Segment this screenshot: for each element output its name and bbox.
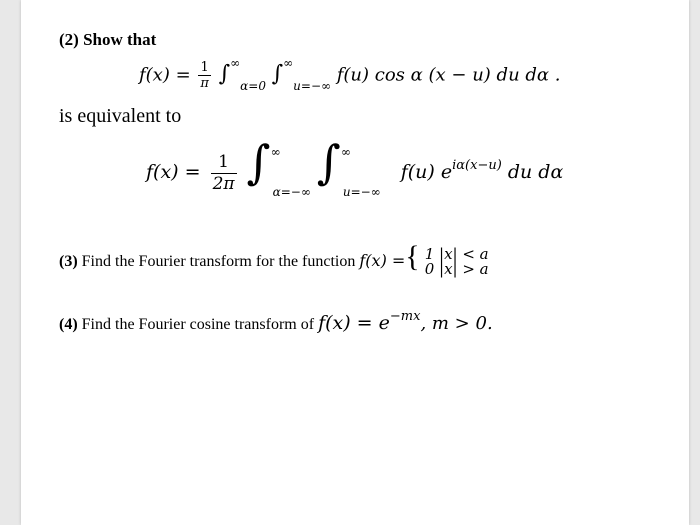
- q2-equation-2: [146, 137, 563, 207]
- integral-sign: ∫: [218, 61, 231, 87]
- eq1-int2-lower: u=−∞: [293, 78, 331, 93]
- integral-sign: ∫: [316, 135, 341, 189]
- eq2-fu: f(u) e: [400, 161, 453, 183]
- q3-fx: f(x) =: [359, 251, 406, 270]
- eq2-int1-upper: ∞: [270, 145, 281, 159]
- q3-label: (3): [59, 253, 78, 270]
- equivalent-text: is equivalent to: [59, 105, 182, 127]
- integral-sign: ∫: [271, 61, 284, 87]
- document-page: [21, 0, 689, 525]
- eq1-int1-upper: ∞: [230, 55, 241, 70]
- eq1-frac-num: 1: [198, 60, 211, 76]
- q2-equation-1: [139, 55, 561, 93]
- eq2-int1-lower: α=−∞: [272, 185, 311, 199]
- eq2-int2-upper: ∞: [340, 145, 351, 159]
- q3-case-2: 0 |x| > a: [424, 260, 489, 279]
- q4-exponent: −mx: [389, 309, 421, 324]
- eq2-frac-den: 2π: [212, 173, 235, 194]
- q4-line: [59, 307, 493, 339]
- q3-text: Find the Fourier transform for the function: [81, 253, 356, 270]
- eq1-integrand: f(u) cos α (x − u) du dα .: [336, 64, 561, 86]
- eq2-frac-num: 1: [211, 152, 237, 174]
- eq2-tail: du dα: [507, 161, 564, 183]
- q4-text: Find the Fourier cosine transform of: [81, 316, 315, 333]
- eq1-lhs: f(x) =: [139, 64, 191, 86]
- q4-condition: , m > 0.: [420, 313, 493, 334]
- eq2-fraction: [211, 152, 237, 195]
- q3-case-1: 1 |x| < a: [424, 245, 489, 264]
- q4-formula: f(x) = e: [318, 312, 390, 334]
- q2-heading: (2) Show that: [59, 30, 157, 49]
- eq1-int1-lower: α=0: [240, 78, 266, 93]
- eq1-int2-upper: ∞: [283, 55, 294, 70]
- eq2-int2-lower: u=−∞: [342, 185, 381, 199]
- q3-cases: [425, 247, 489, 277]
- eq1-fraction: [198, 60, 211, 91]
- eq2-exponent: iα(x−u): [452, 158, 502, 173]
- eq2-lhs: f(x) =: [146, 161, 201, 183]
- integral-sign: ∫: [246, 135, 271, 189]
- eq1-frac-den: π: [200, 76, 209, 91]
- q4-label: (4): [59, 316, 78, 333]
- brace: {: [405, 240, 420, 273]
- q3-line: [59, 237, 489, 277]
